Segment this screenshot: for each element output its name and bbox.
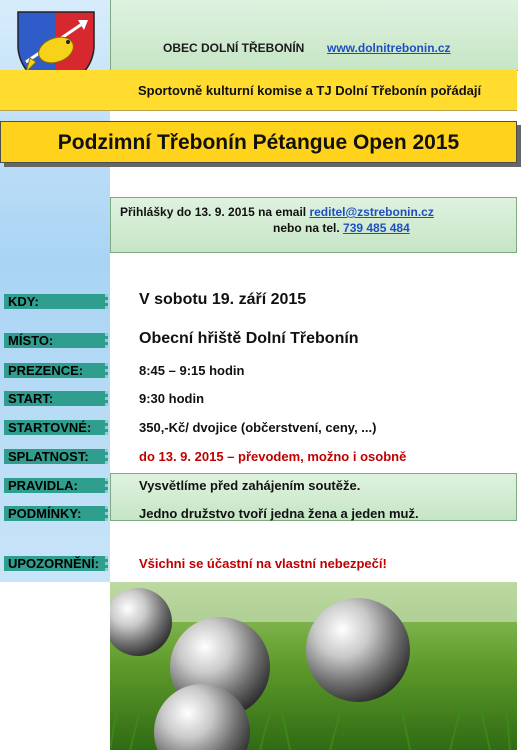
- label-fee: STARTOVNÉ:: [4, 420, 108, 435]
- value-start: 9:30 hodin: [139, 391, 205, 406]
- label-rules: PRAVIDLA:: [4, 478, 108, 493]
- label-place: MÍSTO:: [4, 333, 108, 348]
- value-place: Obecní hřiště Dolní Třebonín: [139, 330, 359, 347]
- value-fee: 350,-Kč/ dvojice (občerstvení, ceny, ...): [139, 420, 377, 435]
- page-title: Podzimní Třebonín Pétangue Open 2015: [57, 131, 460, 154]
- value-warning: Všichni se účastní na vlastní nebezpečí!: [139, 556, 387, 571]
- value-conditions: Jedno družstvo tvoří jedna žena a jeden muž.: [139, 506, 419, 521]
- header-box: [110, 0, 518, 71]
- label-conditions: PODMÍNKY:: [4, 506, 108, 521]
- registration-text-phone: nebo na tel.: [273, 221, 344, 235]
- registration-line-1: [120, 205, 434, 219]
- value-due: do 13. 9. 2015 – převodem, možno i osobně: [139, 449, 407, 464]
- organizer-text: Sportovně kulturní komise a TJ Dolní Třebonín pořádají: [138, 83, 482, 98]
- website-link[interactable]: www.dolnitrebonin.cz: [327, 41, 451, 55]
- label-start: START:: [4, 391, 108, 406]
- registration-text: Přihlášky do 13. 9. 2015 na email: [120, 205, 310, 219]
- email-link[interactable]: reditel@zstrebonin.cz: [309, 205, 434, 219]
- label-warning: UPOZORNĚNÍ:: [4, 556, 108, 571]
- value-when: V sobotu 19. září 2015: [139, 291, 307, 308]
- label-registration-time: PREZENCE:: [4, 363, 108, 378]
- petanque-photo: [110, 582, 517, 750]
- value-rules: Vysvětlíme před zahájením soutěže.: [139, 478, 361, 493]
- phone-link[interactable]: 739 485 484: [343, 221, 410, 235]
- registration-line-2: [273, 221, 410, 235]
- label-due: SPLATNOST:: [4, 449, 108, 464]
- value-registration-time: 8:45 – 9:15 hodin: [139, 363, 245, 378]
- municipality-name: OBEC DOLNÍ TŘEBONÍN: [163, 41, 305, 55]
- label-when: KDY:: [4, 294, 108, 309]
